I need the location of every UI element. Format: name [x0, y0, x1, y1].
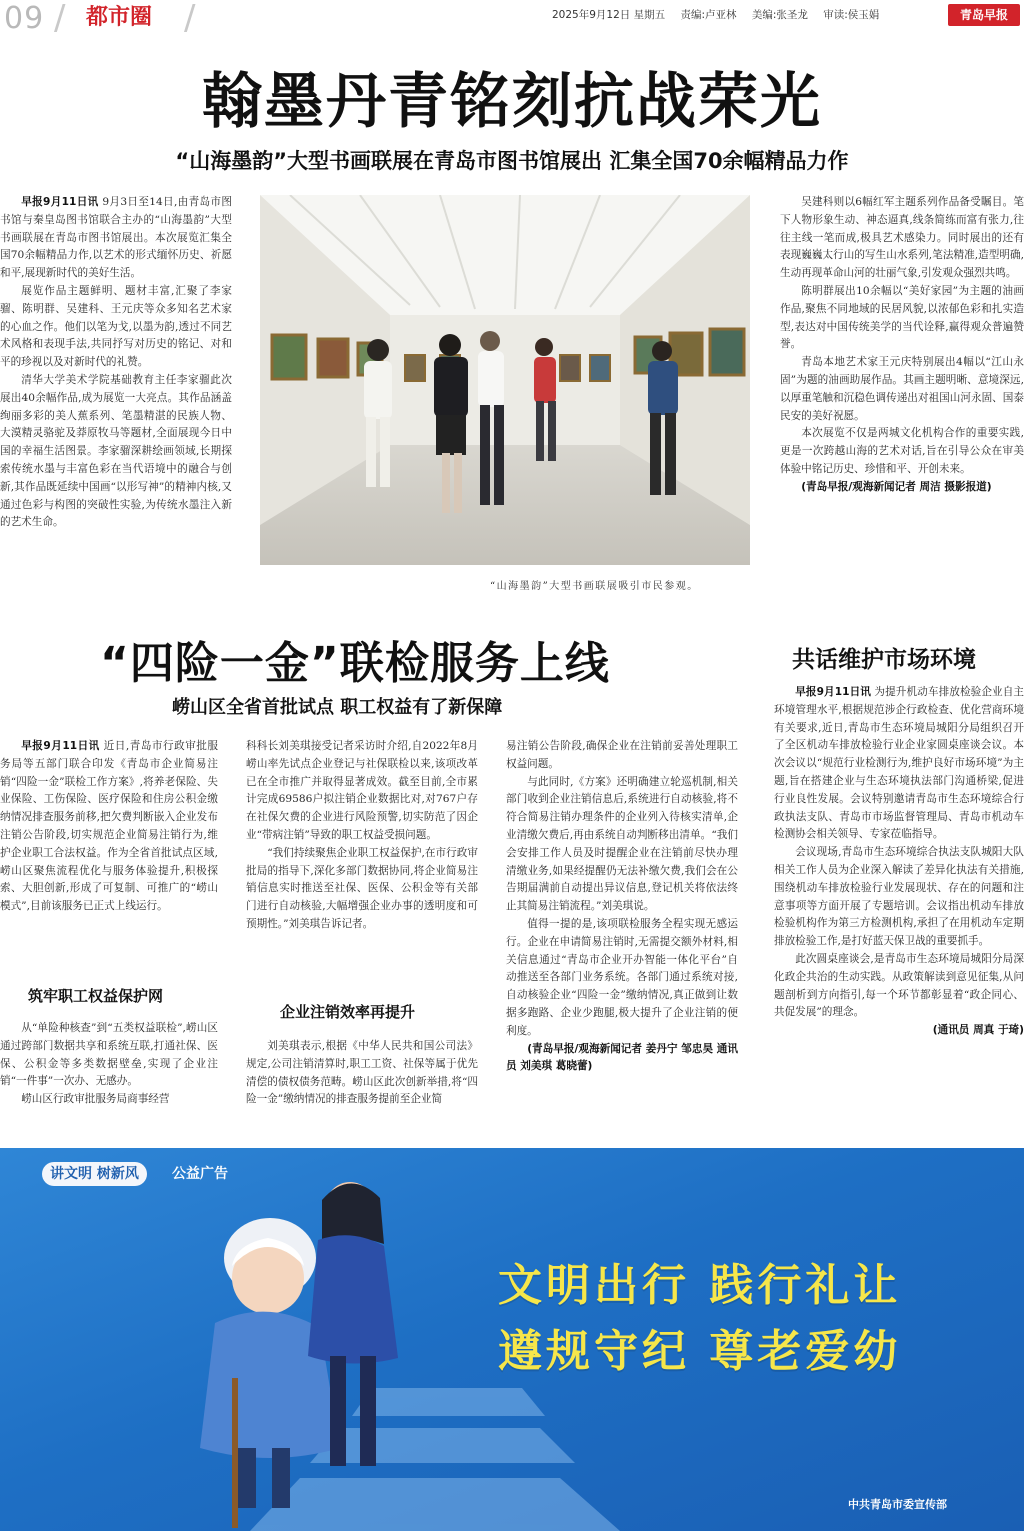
newspaper-logo: 青岛早报	[948, 4, 1020, 26]
ad-slogan-line-2: 遵规守纪 尊老爱幼	[498, 1326, 902, 1377]
story3-column	[774, 684, 1024, 1130]
story1-subheadline: “山海墨韵”大型书画联展在青岛市图书馆展出 汇集全国70余幅精品力作	[175, 149, 849, 173]
page-number: 09	[4, 1, 45, 36]
ad-type-label: 公益广告	[172, 1166, 228, 1182]
story3-lead-tag: 早报9月11日讯	[795, 686, 871, 698]
story1-paragraph: 吴建科则以6幅红军主题系列作品备受瞩目。笔下人物形象生动、神态逼真,线条简练而富有张力,往往主线一笔而成,极具艺术感染力。同时展出的还有表现巍巍太行山的写生山水系列,笔法精准,造型明确,生动再现革命山河的壮丽气象,引发观众强烈共鸣。	[780, 196, 1024, 280]
story1-lead-tag: 早报9月11日讯	[21, 196, 99, 208]
story2-byline: (青岛早报/观海新闻记者 姜丹宁 邹忠昊 通讯员 刘美琪 葛晓蕾)	[506, 1042, 738, 1073]
story2-column-1b	[0, 1020, 218, 1132]
story2-lead-tag: 早报9月11日讯	[21, 740, 100, 752]
section-name: 都市圈	[86, 5, 153, 30]
story2-paragraph: 崂山区行政审批服务局商事经营	[21, 1093, 170, 1106]
proofreader-credit: 审读:侯玉娟	[823, 9, 880, 21]
story2-paragraph: 科科长刘美琪接受记者采访时介绍,自2022年8月崂山率先试点企业登记与社保联检以来,该项改革已在全市推广并取得显著成效。截至目前,全市累计完成69586户拟注销企业数据比对,对767户存在社保欠费的企业进行风险预警,切实防范了因企业“带病注销”导致的职工权益受损问题。	[246, 740, 478, 841]
story1-byline: (青岛早报/观海新闻记者 周洁 摄影报道)	[801, 480, 992, 493]
header-meta	[552, 8, 891, 22]
story1-paragraph: 陈明群展出10余幅以“美好家园”为主题的油画作品,聚焦不同地域的民居风貌,以浓郁色彩和扎实造型,表达对中国传统美学的当代诠释,赢得观众普遍赞誉。	[780, 284, 1024, 351]
story2-column-1	[0, 738, 218, 978]
art-editor-credit: 美编:张圣龙	[751, 9, 808, 21]
story1-column-left	[0, 194, 232, 598]
story2-paragraph: 刘美琪表示,根据《中华人民共和国公司法》规定,公司注销清算时,职工工资、社保等属于优先清偿的债权债务范畴。崂山区此次创新举措,将“四险一金”缴纳情况的排查服务提前至企业简	[246, 1040, 478, 1106]
story1-headline: 翰墨丹青铭刻抗战荣光	[202, 67, 822, 137]
story2-column-3	[506, 738, 738, 1128]
story1-paragraph: 展览作品主题鲜明、题材丰富,汇聚了李家骝、陈明群、吴建科、王元庆等众多知名艺术家的心血之作。他们以笔为戈,以墨为韵,透过不同艺术风格和表现手法,共同抒写对历史的铭记、对和平的珍视以及对新时代的礼赞。	[0, 284, 232, 369]
story2-paragraph: 与此同时,《方案》还明确建立轮巡机制,相关部门收到企业注销信息后,系统进行自动核验,将不符合简易注销办理条件的企业列入待核实清单,企业清缴欠费后,再由系统自动判断移出清单。“我们会安排工作人员及时提醒企业在注销前尽快办理清缴业务,如果经提醒仍无法补缴欠费,我们会在公告期届满前自动提出异议信息,登记机关将依法终止其简易注销流程。”刘美琪说。	[506, 775, 738, 913]
story3-paragraph: 会议现场,青岛市生态环境综合执法支队城阳大队相关工作人员为企业深入解读了差异化执法有关措施,围绕机动车排放检验行业发展现状、存在的问题和注意事项等方面开展了专题培训。会议指出机动车排放检验机构作为第三方检测机构,承担了在用机动车定期排放检验工作,是打好蓝天保卫战的重要抓手。	[774, 846, 1024, 948]
story1-paragraph: 9月3日至14日,由青岛市图书馆与秦皇岛图书馆联合主办的“山海墨韵”大型书画联展在青岛市图书馆展出。本次展览汇集全国70余幅精品力作,以艺术的形式缅怀历史、祈愿和平,展现新时代的美好生活。	[0, 196, 232, 280]
story2-column-2b	[246, 1038, 478, 1128]
story2-paragraph: 值得一提的是,该项联检服务全程实现无感运行。企业在申请简易注销时,无需提交额外材料,相关信息通过“青岛市企业开办智能一体化平台”自动推送至各部门业务系统。各部门通过系统对接,自动核验企业“四险一金”缴纳情况,真正做到让数据多跑路、企业少跑腿,极大提升了企业注销的便利度。	[506, 917, 738, 1037]
story2-column-2	[246, 738, 478, 990]
story2-paragraph: 近日,青岛市行政审批服务局等五部门联合印发《青岛市企业简易注销“四险一金”联检工作方案》,将养老保险、失业保险、工伤保险、医疗保险和住房公积金缴纳情况排查服务前移,把欠费判断嵌入企业发布注销公告阶段,切实规范企业简易注销行为,维护企业职工合法权益。作为全省首批试点区域,崂山区聚焦流程优化与服务体验提升,积极探索、大胆创新,形成了可复制、可推广的“崂山模式”,目前该服务已正式上线运行。	[0, 740, 218, 913]
story3-byline: (通讯员 周真 于琦)	[932, 1024, 1024, 1037]
photo-caption: “山海墨韵”大型书画联展吸引市民参观。	[490, 581, 699, 592]
issue-date: 2025年9月12日 星期五	[552, 9, 666, 21]
ad-sponsor: 中共青岛市委宣传部	[848, 1498, 947, 1511]
editor-credit: 责编:卢亚林	[680, 9, 737, 21]
story2-paragraph: 从“单险种核查”到“五类权益联检”,崂山区通过跨部门数据共享和系统互联,打通社保、医保、公积金等多类数据壁垒,实现了企业注销“一件事”一次办、无感办。	[0, 1022, 218, 1088]
header-divider: /	[184, 0, 196, 38]
header-divider: /	[54, 0, 66, 38]
story1-paragraph: 清华大学美术学院基础教育主任李家骝此次展出40余幅作品,成为展览一大亮点。其作品涵盖绚丽多彩的美人蕉系列、笔墨精湛的民族人物、大漠精灵骆驼及莽原牧马等题材,全面展现今日中国的幸福生活图景。李家骝深耕绘画领域,长期探索传统水墨与丰富色彩在当代语境中的融合与创新,其作品既延续中国画“以形写神”的精神内核,又通过色彩与构图的突破性实验,为传统水墨注入新的艺术生命。	[0, 373, 232, 529]
story2-paragraph: “我们持续聚焦企业职工权益保护,在市行政审批局的指导下,深化多部门数据协同,将企业简易注销信息实时推送至社保、医保、公积金等有关部门进行自动核验,大幅增强企业办事的透明度和可预期性。”刘美琪告诉记者。	[246, 846, 478, 930]
story2-subhead-a: 筑牢职工权益保护网	[28, 987, 164, 1005]
story3-paragraph: 为提升机动车排放检验企业自主环境管理水平,根据规范涉企行政检查、优化营商环境有关要求,近日,青岛市生态环境局城阳分局组织召开了全区机动车排放检验行业企业家圆桌座谈会议。本次会议以“规范行业检测行为,维护良好市场环境”为主题,旨在搭建企业与生态环境执法部门沟通桥梁,促进行业良性发展。会议特别邀请青岛市生态环境综合行政执法支队、青岛市市场监督管理局、青岛市机动车检测协会相关领导、专家莅临指导。	[774, 686, 1024, 841]
story3-headline: 共话维护市场环境	[792, 647, 976, 673]
story1-paragraph: 本次展览不仅是两城文化机构合作的重要实践,更是一次跨越山海的艺术对话,旨在引导公众在审美体验中铭记历史、珍惜和平、开创未来。	[780, 427, 1024, 475]
exhibition-photo-illustration	[260, 195, 750, 565]
ad-campaign-tag: 讲文明 树新风	[42, 1162, 147, 1186]
story1-paragraph: 青岛本地艺术家王元庆特别展出4幅以“江山永固”为题的油画助展作品。其画主题明晰、意境深远,以厚重笔触和沉稳色调传递出对祖国山河永固、国泰民安的美好祝愿。	[780, 356, 1024, 422]
story2-paragraph: 易注销公告阶段,确保企业在注销前妥善处理职工权益问题。	[506, 740, 738, 770]
story2-headline: “四险一金”联检服务上线	[100, 638, 610, 689]
story2-subheadline: 崂山区全省首批试点 职工权益有了新保障	[172, 697, 503, 718]
story2-subhead-b: 企业注销效率再提升	[280, 1003, 416, 1021]
ad-slogan-line-1: 文明出行 践行礼让	[498, 1260, 902, 1311]
story3-paragraph: 此次圆桌座谈会,是青岛市生态环境局城阳分局深化政企共治的生动实践。从政策解读到意见征集,从问题剖析到方向指引,每一个环节都彰显着“政企同心、共促发展”的理念。	[774, 952, 1024, 1019]
exhibition-photo	[260, 195, 750, 565]
public-service-ad	[0, 1148, 1024, 1531]
story1-column-right	[780, 194, 1024, 600]
